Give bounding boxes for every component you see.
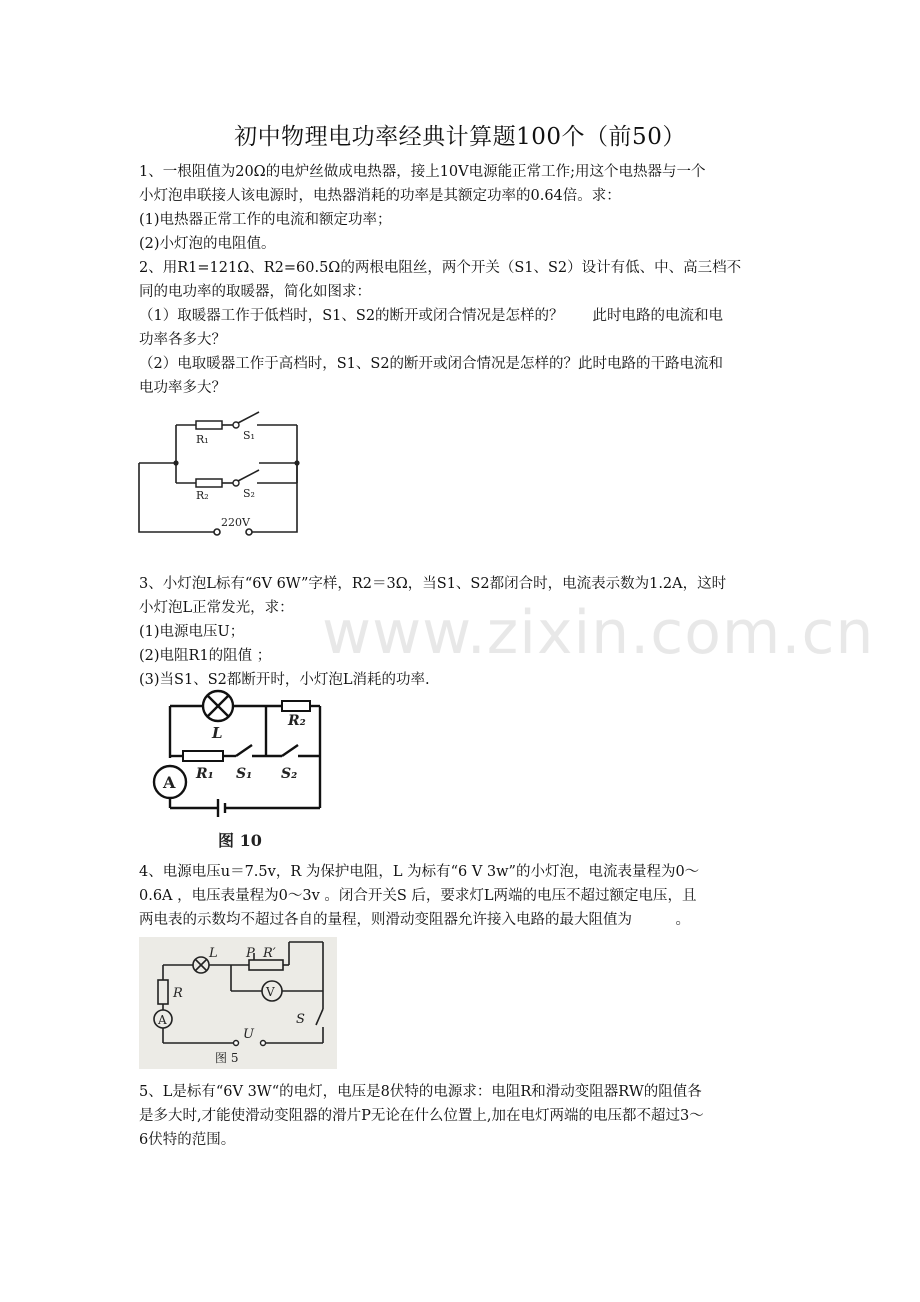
- voltmeter-label: V: [266, 985, 275, 999]
- text-line: 4、电源电压u＝7.5v，R 为保护电阻，L 为标有“6 V 3w”的小灯泡，电流表量程为0～: [139, 864, 700, 880]
- lamp-label: L: [209, 946, 218, 961]
- text-line: 小灯泡L正常发光，求：: [139, 600, 294, 616]
- s2-label: S₂: [281, 766, 298, 782]
- figure-5-circuit-diagram: [139, 937, 337, 1069]
- r1-label: R₁: [196, 433, 209, 446]
- ammeter-label: A: [158, 1013, 167, 1027]
- text-line: 5、L是标有“6V 3W“的电灯，电压是8伏特的电源求：电阻R和滑动变阻器RW的阻值各: [139, 1084, 702, 1100]
- slider-p-label: P: [246, 946, 255, 961]
- figure-5-caption: 图 5: [215, 1051, 239, 1065]
- r2-label: R₂: [196, 489, 209, 502]
- text-line: 同的电功率的取暖器，简化如图求：: [139, 284, 371, 300]
- text-line: 是多大时,才能使滑动变阻器的滑片P无论在什么位置上,加在电灯两端的电压都不超过3～: [139, 1108, 704, 1124]
- source-voltage-label: 220V: [221, 516, 250, 529]
- text-line: 小灯泡串联接人该电源时，电热器消耗的功率是其额定功率的0.64倍。求：: [139, 188, 621, 204]
- figure-10-caption: 图 10: [218, 831, 262, 850]
- r2-label: R₂: [288, 713, 306, 729]
- text-line: (1)电热器正常工作的电流和额定功率；: [139, 212, 392, 228]
- s1-label: S₁: [236, 766, 253, 782]
- text-line: 3、小灯泡L标有“6V 6W”字样，R2＝3Ω，当S1、S2都闭合时，电流表示数为1.2A，这时: [139, 576, 727, 592]
- resistor-r-label: R: [173, 986, 183, 1001]
- text-line: 电功率多大？: [139, 380, 226, 396]
- text-line: 0.6A ，电压表量程为0～3v 。闭合开关S 后，要求灯L两端的电压不超过额定电压，且: [139, 888, 697, 904]
- s1-label: S₁: [243, 429, 255, 442]
- text-line: 1、一根阻值为20Ω的电炉丝做成电热器，接上10V电源能正常工作;用这个电热器与一个: [139, 164, 706, 180]
- s2-label: S₂: [243, 487, 255, 500]
- text-line: （2）电取暖器工作于高档时，S1、S2的断开或闭合情况是怎样的？此时电路的干路电流和: [139, 356, 724, 372]
- rheostat-label: R′: [263, 946, 276, 961]
- lamp-label: L: [212, 724, 223, 742]
- text-line: （1）取暖器工作于低档时，S1、S2的断开或闭合情况是怎样的？ 此时电路的电流和电: [139, 308, 724, 324]
- text-line: (2)小灯泡的电阻值。: [139, 236, 276, 252]
- figure-10-circuit-diagram: [148, 688, 338, 853]
- text-line: (2)电阻R1的阻值 ；: [139, 648, 272, 664]
- text-line: (1)电源电压U；: [139, 624, 245, 640]
- voltage-u-label: U: [243, 1027, 254, 1042]
- watermark: www.zixin.com.cn: [322, 598, 875, 668]
- text-line: 功率各多大？: [139, 332, 226, 348]
- heater-circuit-diagram: [139, 405, 369, 537]
- r1-label: R₁: [196, 766, 214, 782]
- text-line: 2、用R1=121Ω、R2=60.5Ω的两根电阻丝，两个开关（S1、S2）设计有低、中、高三档不: [139, 260, 742, 276]
- ammeter-label: A: [163, 773, 176, 792]
- page-title: 初中物理电功率经典计算题100个（前50）: [234, 124, 686, 150]
- switch-s-label: S: [296, 1012, 305, 1027]
- text-line: 两电表的示数均不超过各自的量程，则滑动变阻器允许接入电路的最大阻值为 。: [139, 912, 690, 928]
- text-line: 6伏特的范围。: [139, 1132, 236, 1148]
- text-line: (3)当S1、S2都断开时，小灯泡L消耗的功率.: [139, 672, 430, 688]
